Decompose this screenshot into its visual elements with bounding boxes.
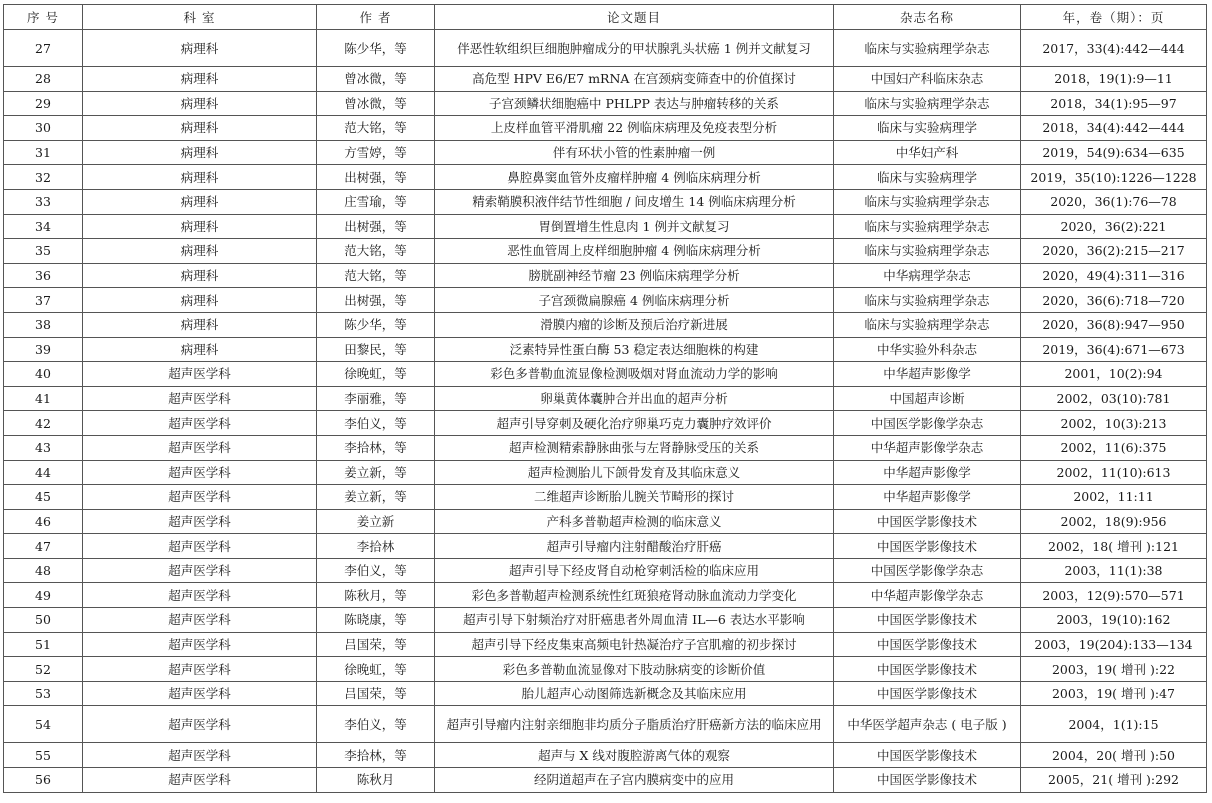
- cell-dept: 超声医学科: [83, 362, 317, 387]
- cell-journal: 中国医学影像技术: [834, 657, 1021, 682]
- cell-author: 吕国荣，等: [317, 681, 435, 706]
- cell-journal: 临床与实验病理学杂志: [834, 189, 1021, 214]
- cell-dept: 病理科: [83, 165, 317, 190]
- cell-dept: 超声医学科: [83, 558, 317, 583]
- cell-author: 曾冰微，等: [317, 67, 435, 92]
- cell-title: 子宫颈鳞状细胞癌中 PHLPP 表达与肿瘤转移的关系: [435, 91, 834, 116]
- cell-journal: 中华病理学杂志: [834, 263, 1021, 288]
- cell-author: 出树强，等: [317, 214, 435, 239]
- cell-title: 彩色多普勒血流显像检测吸烟对肾血流动力学的影响: [435, 362, 834, 387]
- cell-journal: 中国医学影像技术: [834, 632, 1021, 657]
- cell-dept: 病理科: [83, 116, 317, 141]
- cell-no: 27: [4, 30, 83, 67]
- cell-journal: 中国医学影像学杂志: [834, 411, 1021, 436]
- cell-no: 50: [4, 608, 83, 633]
- cell-dept: 病理科: [83, 263, 317, 288]
- cell-dept: 超声医学科: [83, 608, 317, 633]
- header-journal: 杂志名称: [834, 5, 1021, 30]
- cell-no: 54: [4, 706, 83, 743]
- cell-year: 2003，11(1):38: [1021, 558, 1207, 583]
- table-row: [4, 337, 1207, 362]
- cell-title: 上皮样血管平滑肌瘤 22 例临床病理及免疫表型分析: [435, 116, 834, 141]
- cell-journal: 临床与实验病理学杂志: [834, 30, 1021, 67]
- cell-title: 超声与 X 线对腹腔游离气体的观察: [435, 743, 834, 768]
- cell-journal: 临床与实验病理学杂志: [834, 288, 1021, 313]
- cell-journal: 临床与实验病理学杂志: [834, 312, 1021, 337]
- cell-title: 高危型 HPV E6/E7 mRNA 在宫颈病变筛查中的价值探讨: [435, 67, 834, 92]
- cell-dept: 超声医学科: [83, 706, 317, 743]
- cell-author: 陈秋月: [317, 768, 435, 793]
- cell-no: 34: [4, 214, 83, 239]
- cell-dept: 超声医学科: [83, 768, 317, 793]
- cell-no: 35: [4, 239, 83, 264]
- header-title: 论文题目: [435, 5, 834, 30]
- cell-dept: 超声医学科: [83, 681, 317, 706]
- cell-journal: 中国医学影像技术: [834, 681, 1021, 706]
- table-row: [4, 312, 1207, 337]
- cell-year: 2020，36(2):221: [1021, 214, 1207, 239]
- cell-journal: 中国医学影像技术: [834, 509, 1021, 534]
- cell-journal: 中华超声影像学杂志: [834, 583, 1021, 608]
- cell-no: 32: [4, 165, 83, 190]
- cell-title: 滑膜内瘤的诊断及预后治疗新进展: [435, 312, 834, 337]
- cell-author: 李伯义，等: [317, 706, 435, 743]
- cell-author: 徐晚虹，等: [317, 657, 435, 682]
- table-row: [4, 288, 1207, 313]
- cell-year: 2018，34(4):442—444: [1021, 116, 1207, 141]
- cell-no: 40: [4, 362, 83, 387]
- cell-no: 41: [4, 386, 83, 411]
- cell-journal: 中国妇产科临床杂志: [834, 67, 1021, 92]
- table-row: [4, 632, 1207, 657]
- table-row: [4, 189, 1207, 214]
- table-row: [4, 681, 1207, 706]
- table-body: [4, 30, 1207, 793]
- table-row: [4, 509, 1207, 534]
- cell-no: 44: [4, 460, 83, 485]
- cell-year: 2003，19( 增刊 ):22: [1021, 657, 1207, 682]
- cell-journal: 中华超声影像学: [834, 460, 1021, 485]
- table-row: [4, 116, 1207, 141]
- table-row: [4, 239, 1207, 264]
- cell-dept: 超声医学科: [83, 657, 317, 682]
- cell-year: 2019，35(10):1226—1228: [1021, 165, 1207, 190]
- cell-author: 范大铭，等: [317, 116, 435, 141]
- cell-author: 李丽雅，等: [317, 386, 435, 411]
- cell-year: 2005，21( 增刊 ):292: [1021, 768, 1207, 793]
- cell-author: 出树强，等: [317, 288, 435, 313]
- cell-title: 精索鞘膜积液伴结节性细胞 / 间皮增生 14 例临床病理分析: [435, 189, 834, 214]
- cell-year: 2018，34(1):95—97: [1021, 91, 1207, 116]
- cell-no: 46: [4, 509, 83, 534]
- cell-author: 方雪婷，等: [317, 140, 435, 165]
- cell-year: 2001，10(2):94: [1021, 362, 1207, 387]
- cell-year: 2019，54(9):634—635: [1021, 140, 1207, 165]
- cell-no: 29: [4, 91, 83, 116]
- table-row: [4, 386, 1207, 411]
- cell-journal: 中国医学影像技术: [834, 534, 1021, 559]
- cell-no: 39: [4, 337, 83, 362]
- table-row: [4, 768, 1207, 793]
- cell-author: 陈少华，等: [317, 312, 435, 337]
- cell-no: 53: [4, 681, 83, 706]
- cell-title: 超声引导下经皮肾自动枪穿刺活检的临床应用: [435, 558, 834, 583]
- cell-year: 2002，03(10):781: [1021, 386, 1207, 411]
- cell-title: 彩色多普勒血流显像对下肢动脉病变的诊断价值: [435, 657, 834, 682]
- table-row: [4, 67, 1207, 92]
- cell-no: 30: [4, 116, 83, 141]
- cell-author: 李伯义，等: [317, 411, 435, 436]
- cell-author: 李拾林，等: [317, 435, 435, 460]
- cell-author: 范大铭，等: [317, 263, 435, 288]
- cell-year: 2020，36(1):76—78: [1021, 189, 1207, 214]
- table-row: [4, 485, 1207, 510]
- cell-author: 陈晓康，等: [317, 608, 435, 633]
- table-row: [4, 460, 1207, 485]
- cell-author: 李拾林，等: [317, 743, 435, 768]
- table-row: [4, 534, 1207, 559]
- cell-year: 2004，1(1):15: [1021, 706, 1207, 743]
- cell-year: 2020，49(4):311—316: [1021, 263, 1207, 288]
- cell-journal: 中华妇产科: [834, 140, 1021, 165]
- cell-title: 彩色多普勒超声检测系统性红斑狼疮肾动脉血流动力学变化: [435, 583, 834, 608]
- paper-list-container: [3, 4, 1206, 793]
- cell-year: 2003，19(10):162: [1021, 608, 1207, 633]
- cell-journal: 中华超声影像学: [834, 485, 1021, 510]
- cell-year: 2018，19(1):9—11: [1021, 67, 1207, 92]
- cell-dept: 超声医学科: [83, 485, 317, 510]
- cell-title: 超声引导下经皮集束高频电针热凝治疗子宫肌瘤的初步探讨: [435, 632, 834, 657]
- cell-author: 庄雪瑜，等: [317, 189, 435, 214]
- table-row: [4, 583, 1207, 608]
- cell-journal: 临床与实验病理学杂志: [834, 214, 1021, 239]
- cell-no: 31: [4, 140, 83, 165]
- cell-no: 55: [4, 743, 83, 768]
- cell-year: 2020，36(2):215—217: [1021, 239, 1207, 264]
- cell-year: 2002，10(3):213: [1021, 411, 1207, 436]
- cell-journal: 临床与实验病理学: [834, 165, 1021, 190]
- cell-dept: 病理科: [83, 30, 317, 67]
- cell-dept: 超声医学科: [83, 411, 317, 436]
- cell-author: 范大铭，等: [317, 239, 435, 264]
- header-row: [4, 5, 1207, 30]
- cell-dept: 病理科: [83, 337, 317, 362]
- cell-dept: 病理科: [83, 91, 317, 116]
- cell-author: 李拾林: [317, 534, 435, 559]
- cell-no: 45: [4, 485, 83, 510]
- cell-title: 膀胱副神经节瘤 23 例临床病理学分析: [435, 263, 834, 288]
- table-header: [4, 5, 1207, 30]
- cell-author: 出树强，等: [317, 165, 435, 190]
- cell-dept: 超声医学科: [83, 743, 317, 768]
- cell-journal: 中华超声影像学杂志: [834, 435, 1021, 460]
- table-row: [4, 411, 1207, 436]
- cell-title: 超声引导下射频治疗对肝癌患者外周血清 IL—6 表达水平影响: [435, 608, 834, 633]
- cell-no: 38: [4, 312, 83, 337]
- cell-year: 2002，18(9):956: [1021, 509, 1207, 534]
- cell-title: 鼻腔鼻窦血管外皮瘤样肿瘤 4 例临床病理分析: [435, 165, 834, 190]
- cell-journal: 临床与实验病理学杂志: [834, 91, 1021, 116]
- cell-journal: 中国超声诊断: [834, 386, 1021, 411]
- cell-journal: 临床与实验病理学杂志: [834, 239, 1021, 264]
- cell-author: 姜立新，等: [317, 460, 435, 485]
- cell-author: 姜立新: [317, 509, 435, 534]
- cell-journal: 中国医学影像技术: [834, 608, 1021, 633]
- cell-no: 33: [4, 189, 83, 214]
- cell-dept: 病理科: [83, 140, 317, 165]
- cell-dept: 病理科: [83, 214, 317, 239]
- cell-no: 47: [4, 534, 83, 559]
- cell-author: 吕国荣，等: [317, 632, 435, 657]
- paper-list-table: [3, 4, 1207, 793]
- cell-author: 曾冰微，等: [317, 91, 435, 116]
- cell-dept: 超声医学科: [83, 460, 317, 485]
- table-row: [4, 657, 1207, 682]
- cell-dept: 超声医学科: [83, 583, 317, 608]
- table-row: [4, 362, 1207, 387]
- cell-dept: 病理科: [83, 239, 317, 264]
- cell-year: 2002，11:11: [1021, 485, 1207, 510]
- cell-journal: 临床与实验病理学: [834, 116, 1021, 141]
- cell-title: 泛素特异性蛋白酶 53 稳定表达细胞株的构建: [435, 337, 834, 362]
- cell-author: 陈秋月，等: [317, 583, 435, 608]
- cell-journal: 中华超声影像学: [834, 362, 1021, 387]
- header-no: 序 号: [4, 5, 83, 30]
- cell-no: 28: [4, 67, 83, 92]
- cell-title: 胃倒置增生性息肉 1 例并文献复习: [435, 214, 834, 239]
- cell-title: 胎儿超声心动图筛选新概念及其临床应用: [435, 681, 834, 706]
- cell-dept: 超声医学科: [83, 632, 317, 657]
- cell-no: 51: [4, 632, 83, 657]
- cell-year: 2004，20( 增刊 ):50: [1021, 743, 1207, 768]
- cell-year: 2020，36(8):947—950: [1021, 312, 1207, 337]
- table-row: [4, 91, 1207, 116]
- table-row: [4, 165, 1207, 190]
- table-row: [4, 140, 1207, 165]
- cell-title: 超声检测胎儿下颌骨发育及其临床意义: [435, 460, 834, 485]
- header-dept: 科 室: [83, 5, 317, 30]
- table-row: [4, 706, 1207, 743]
- cell-title: 二维超声诊断胎儿腕关节畸形的探讨: [435, 485, 834, 510]
- table-row: [4, 558, 1207, 583]
- cell-title: 超声引导瘤内注射醋酸治疗肝癌: [435, 534, 834, 559]
- header-author: 作 者: [317, 5, 435, 30]
- cell-no: 42: [4, 411, 83, 436]
- cell-year: 2002，11(6):375: [1021, 435, 1207, 460]
- cell-year: 2003，12(9):570—571: [1021, 583, 1207, 608]
- cell-journal: 中国医学影像技术: [834, 743, 1021, 768]
- table-row: [4, 608, 1207, 633]
- table-row: [4, 743, 1207, 768]
- cell-author: 陈少华，等: [317, 30, 435, 67]
- cell-title: 产科多普勒超声检测的临床意义: [435, 509, 834, 534]
- cell-year: 2020，36(6):718—720: [1021, 288, 1207, 313]
- cell-title: 子宫颈微扁腺癌 4 例临床病理分析: [435, 288, 834, 313]
- table-row: [4, 30, 1207, 67]
- cell-title: 经阴道超声在子宫内膜病变中的应用: [435, 768, 834, 793]
- cell-year: 2002，11(10):613: [1021, 460, 1207, 485]
- cell-title: 伴有环状小管的性素肿瘤一例: [435, 140, 834, 165]
- cell-author: 姜立新，等: [317, 485, 435, 510]
- cell-year: 2003，19( 增刊 ):47: [1021, 681, 1207, 706]
- table-row: [4, 435, 1207, 460]
- cell-no: 43: [4, 435, 83, 460]
- cell-no: 36: [4, 263, 83, 288]
- cell-journal: 中华医学超声杂志 ( 电子版 ): [834, 706, 1021, 743]
- cell-dept: 超声医学科: [83, 534, 317, 559]
- cell-dept: 病理科: [83, 67, 317, 92]
- cell-dept: 超声医学科: [83, 509, 317, 534]
- cell-no: 48: [4, 558, 83, 583]
- cell-no: 52: [4, 657, 83, 682]
- cell-year: 2017，33(4):442—444: [1021, 30, 1207, 67]
- cell-journal: 中国医学影像学杂志: [834, 558, 1021, 583]
- cell-year: 2019，36(4):671—673: [1021, 337, 1207, 362]
- cell-journal: 中华实验外科杂志: [834, 337, 1021, 362]
- cell-dept: 超声医学科: [83, 386, 317, 411]
- cell-no: 37: [4, 288, 83, 313]
- cell-dept: 病理科: [83, 288, 317, 313]
- cell-journal: 中国医学影像技术: [834, 768, 1021, 793]
- cell-no: 56: [4, 768, 83, 793]
- cell-author: 徐晚虹，等: [317, 362, 435, 387]
- cell-author: 田黎民，等: [317, 337, 435, 362]
- table-row: [4, 263, 1207, 288]
- cell-title: 超声检测精索静脉曲张与左肾静脉受压的关系: [435, 435, 834, 460]
- cell-year: 2003，19(204):133—134: [1021, 632, 1207, 657]
- cell-title: 卵巢黄体囊肿合并出血的超声分析: [435, 386, 834, 411]
- cell-author: 李伯义，等: [317, 558, 435, 583]
- table-row: [4, 214, 1207, 239]
- cell-title: 超声引导穿刺及硬化治疗卵巢巧克力囊肿疗效评价: [435, 411, 834, 436]
- cell-year: 2002，18( 增刊 ):121: [1021, 534, 1207, 559]
- cell-dept: 超声医学科: [83, 435, 317, 460]
- cell-no: 49: [4, 583, 83, 608]
- header-year: 年，卷（期）：页: [1021, 5, 1207, 30]
- cell-dept: 病理科: [83, 312, 317, 337]
- cell-dept: 病理科: [83, 189, 317, 214]
- cell-title: 恶性血管周上皮样细胞肿瘤 4 例临床病理分析: [435, 239, 834, 264]
- cell-title: 伴恶性软组织巨细胞肿瘤成分的甲状腺乳头状癌 1 例并文献复习: [435, 30, 834, 67]
- cell-title: 超声引导瘤内注射亲细胞非均质分子脂质治疗肝癌新方法的临床应用: [435, 706, 834, 743]
